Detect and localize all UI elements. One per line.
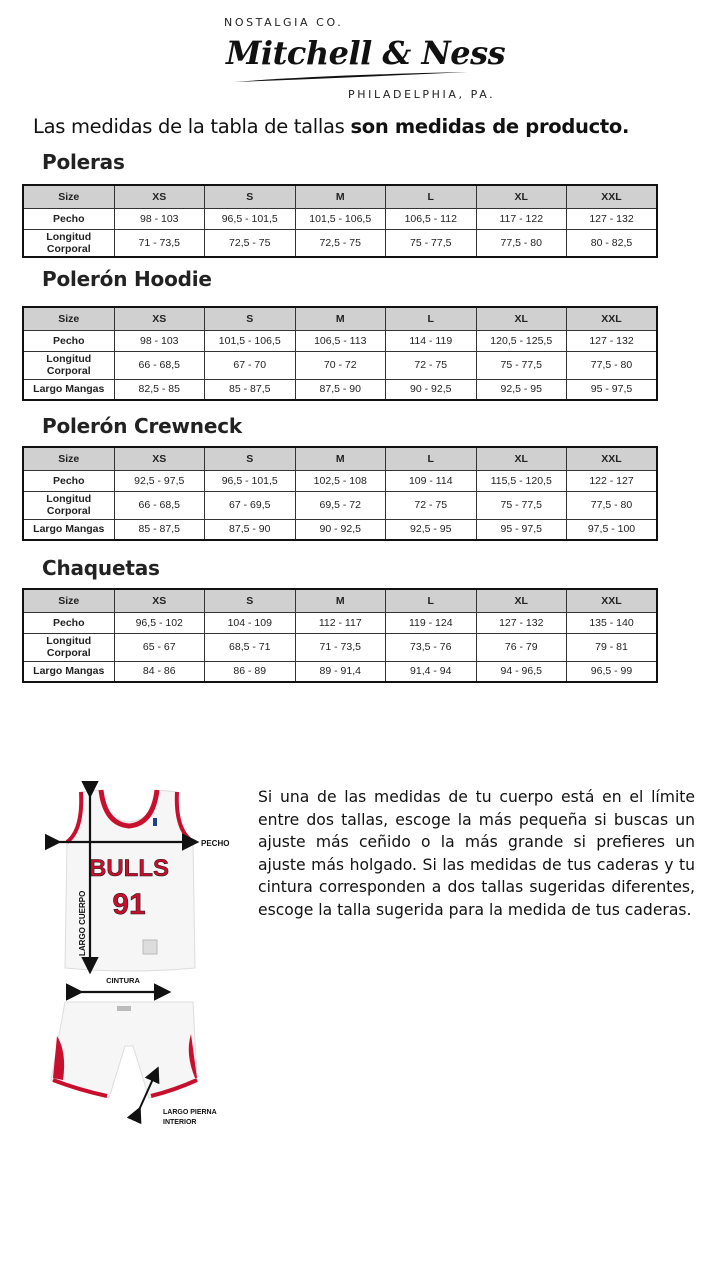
logo-swoosh — [232, 72, 472, 84]
table-cell: 66 - 68,5 — [114, 491, 205, 519]
section-title-hoodie: Polerón Hoodie — [42, 267, 212, 291]
header-cell: XL — [476, 185, 567, 208]
intro-normal: Las medidas de la tabla de tallas — [33, 115, 351, 138]
header-cell: S — [205, 447, 296, 470]
table-cell: 70 - 72 — [295, 351, 386, 379]
row-label-line: Corporal — [46, 365, 91, 377]
table-cell: 120,5 - 125,5 — [476, 330, 567, 351]
table-cell: 72,5 - 75 — [295, 229, 386, 257]
row-label-line: Corporal — [46, 647, 91, 659]
table-cell: 73,5 - 76 — [386, 633, 477, 661]
table-cell: 87,5 - 90 — [295, 379, 386, 400]
size-table — [22, 446, 658, 541]
header-cell: XS — [114, 185, 205, 208]
section-title-chaquetas: Chaquetas — [42, 556, 160, 580]
row-label: Pecho — [23, 470, 114, 491]
header-cell: XXL — [567, 307, 658, 330]
table-header-row — [23, 447, 657, 470]
jersey-wordmark: BULLS — [89, 855, 169, 882]
table-cell: 87,5 - 90 — [205, 519, 296, 540]
row-label — [23, 491, 114, 519]
table-cell: 95 - 97,5 — [476, 519, 567, 540]
section-title-crewneck: Polerón Crewneck — [42, 414, 242, 438]
intro-text — [33, 115, 629, 138]
header-cell: XXL — [567, 447, 658, 470]
brand-top-line: NOSTALGIA CO. — [224, 16, 344, 29]
row-label: Pecho — [23, 612, 114, 633]
table-cell: 79 - 81 — [567, 633, 658, 661]
intro-bold: son medidas de producto. — [350, 115, 630, 138]
table-cell: 77,5 - 80 — [567, 491, 658, 519]
table-cell: 97,5 - 100 — [567, 519, 658, 540]
table-cell: 82,5 - 85 — [114, 379, 205, 400]
shorts-image — [51, 1002, 197, 1098]
table-cell: 89 - 91,4 — [295, 661, 386, 682]
table-row — [23, 470, 657, 491]
header-cell: XS — [114, 307, 205, 330]
table-row — [23, 491, 657, 519]
table-cell: 104 - 109 — [205, 612, 296, 633]
row-label — [23, 633, 114, 661]
table-cell: 86 - 89 — [205, 661, 296, 682]
header-cell: XL — [476, 589, 567, 612]
row-label: Largo Mangas — [23, 519, 114, 540]
table-cell: 92,5 - 95 — [386, 519, 477, 540]
jersey-number: 91 — [112, 888, 146, 921]
table-cell: 67 - 70 — [205, 351, 296, 379]
table-cell: 85 - 87,5 — [114, 519, 205, 540]
table-header-row — [23, 185, 657, 208]
header-cell: XXL — [567, 589, 658, 612]
table-cell: 127 - 132 — [476, 612, 567, 633]
header-cell: XS — [114, 589, 205, 612]
row-label-line: Longitud — [46, 635, 92, 647]
table-cell: 127 - 132 — [567, 208, 658, 229]
garment-illustration — [45, 780, 245, 1140]
label-body-length: LARGO CUERPO — [78, 890, 87, 956]
table-cell: 115,5 - 120,5 — [476, 470, 567, 491]
table-cell: 94 - 96,5 — [476, 661, 567, 682]
row-label: Pecho — [23, 330, 114, 351]
size-table — [22, 588, 658, 683]
row-label-line: Longitud — [46, 230, 92, 243]
table-cell: 85 - 87,5 — [205, 379, 296, 400]
header-cell: XXL — [567, 185, 658, 208]
table-cell: 67 - 69,5 — [205, 491, 296, 519]
header-cell: L — [386, 185, 477, 208]
row-label: Pecho — [23, 208, 114, 229]
table-cell: 112 - 117 — [295, 612, 386, 633]
row-label: Largo Mangas — [23, 379, 114, 400]
header-cell: S — [205, 307, 296, 330]
size-table — [22, 184, 658, 258]
row-label — [23, 351, 114, 379]
table-header-row — [23, 307, 657, 330]
table-cell: 96,5 - 102 — [114, 612, 205, 633]
table-cell: 90 - 92,5 — [295, 519, 386, 540]
table-row — [23, 229, 657, 257]
brand-logo — [222, 14, 506, 101]
table-cell: 96,5 - 101,5 — [205, 470, 296, 491]
table-cell: 96,5 - 101,5 — [205, 208, 296, 229]
header-cell: L — [386, 589, 477, 612]
row-label-line: Corporal — [46, 242, 91, 255]
table-cell: 72 - 75 — [386, 351, 477, 379]
header-cell: M — [295, 447, 386, 470]
table-cell: 102,5 - 108 — [295, 470, 386, 491]
label-inseam-2: INTERIOR — [163, 1119, 197, 1126]
table-cell: 66 - 68,5 — [114, 351, 205, 379]
table-row — [23, 612, 657, 633]
table-cell: 69,5 - 72 — [295, 491, 386, 519]
row-label-line: Longitud — [46, 493, 92, 505]
row-label — [23, 229, 114, 257]
table-cell: 76 - 79 — [476, 633, 567, 661]
table-cell: 65 - 67 — [114, 633, 205, 661]
table-cell: 92,5 - 97,5 — [114, 470, 205, 491]
table-cell: 77,5 - 80 — [567, 351, 658, 379]
table-cell: 75 - 77,5 — [476, 351, 567, 379]
header-cell: XL — [476, 307, 567, 330]
header-cell: S — [205, 185, 296, 208]
table-cell: 135 - 140 — [567, 612, 658, 633]
table-cell: 91,4 - 94 — [386, 661, 477, 682]
header-cell: M — [295, 307, 386, 330]
table-cell: 80 - 82,5 — [567, 229, 658, 257]
header-cell: M — [295, 589, 386, 612]
table-cell: 75 - 77,5 — [476, 491, 567, 519]
row-label: Largo Mangas — [23, 661, 114, 682]
table-cell: 101,5 - 106,5 — [205, 330, 296, 351]
table-row — [23, 330, 657, 351]
table-cell: 92,5 - 95 — [476, 379, 567, 400]
table-cell: 106,5 - 112 — [386, 208, 477, 229]
header-cell-size: Size — [23, 185, 114, 208]
table-cell: 122 - 127 — [567, 470, 658, 491]
table-row — [23, 208, 657, 229]
header-cell: S — [205, 589, 296, 612]
size-table — [22, 306, 658, 401]
row-label-line: Longitud — [46, 353, 92, 365]
section-title-poleras: Poleras — [42, 150, 125, 174]
table-cell: 98 - 103 — [114, 208, 205, 229]
table-cell: 90 - 92,5 — [386, 379, 477, 400]
table-header-row — [23, 589, 657, 612]
table-row — [23, 633, 657, 661]
table-cell: 77,5 - 80 — [476, 229, 567, 257]
table-row — [23, 519, 657, 540]
header-cell-size: Size — [23, 447, 114, 470]
header-cell-size: Size — [23, 307, 114, 330]
table-cell: 114 - 119 — [386, 330, 477, 351]
table-cell: 109 - 114 — [386, 470, 477, 491]
table-cell: 68,5 - 71 — [205, 633, 296, 661]
header-cell: L — [386, 307, 477, 330]
table-row — [23, 351, 657, 379]
size-advice-text: Si una de las medidas de tu cuerpo está en el límite entre dos tallas, escoge la más pequeña si buscas un ajuste más ceñido o la más grande si prefieres un ajuste más holgado. Si las medidas de tus caderas y tu cintura corresponden a dos tallas sugeridas diferentes, escoge la talla sugerida para la medida de tus caderas. — [258, 788, 695, 919]
table-cell: 98 - 103 — [114, 330, 205, 351]
header-cell: XL — [476, 447, 567, 470]
garment-measure-figure — [45, 780, 245, 1140]
row-label-line: Corporal — [46, 505, 91, 517]
header-cell: XS — [114, 447, 205, 470]
label-chest: PECHO — [201, 839, 230, 848]
table-cell: 101,5 - 106,5 — [295, 208, 386, 229]
table-cell: 119 - 124 — [386, 612, 477, 633]
table-cell: 96,5 - 99 — [567, 661, 658, 682]
header-cell: M — [295, 185, 386, 208]
brand-bottom-line: PHILADELPHIA, PA. — [348, 88, 496, 101]
label-waist: CINTURA — [106, 976, 140, 985]
brand-name: Mitchell & Ness — [226, 34, 506, 72]
label-inseam-1: LARGO PIERNA — [163, 1109, 217, 1116]
table-cell: 117 - 122 — [476, 208, 567, 229]
header-cell: L — [386, 447, 477, 470]
table-cell: 72 - 75 — [386, 491, 477, 519]
table-cell: 95 - 97,5 — [567, 379, 658, 400]
table-cell: 75 - 77,5 — [386, 229, 477, 257]
table-cell: 71 - 73,5 — [295, 633, 386, 661]
header-cell-size: Size — [23, 589, 114, 612]
table-cell: 106,5 - 113 — [295, 330, 386, 351]
table-cell: 71 - 73,5 — [114, 229, 205, 257]
table-row — [23, 379, 657, 400]
table-cell: 84 - 86 — [114, 661, 205, 682]
table-row — [23, 661, 657, 682]
table-cell: 127 - 132 — [567, 330, 658, 351]
table-cell: 72,5 - 75 — [205, 229, 296, 257]
